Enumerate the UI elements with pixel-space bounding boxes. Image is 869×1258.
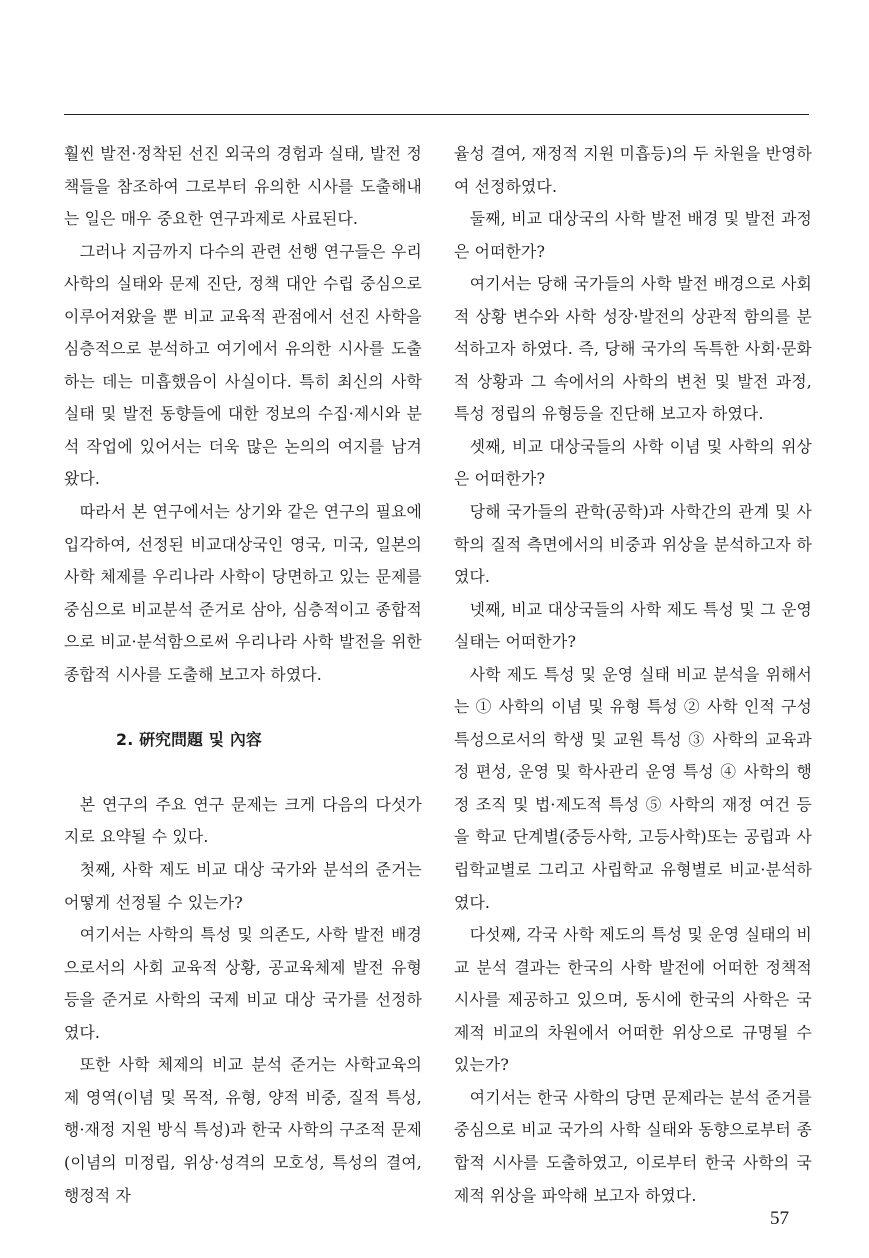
paragraph: 여기서는 당해 국가들의 사학 발전 배경으로 사회적 상황 변수와 사학 성장·발전의 상관적 함의를 분석하고자 하였다. 즉, 당해 국가의 독특한 사회·문화적 상황과 그 속에서의 사학의 변천 및 발전 과정, 특성 정립의 유형등을 진단해 보고자 하였다.	[454, 274, 812, 424]
paragraph: 여기서는 한국 사학의 당면 문제라는 분석 준거를 중심으로 비교 국가의 사학 실태와 동향으로부터 종합적 시사를 도출하였고, 이로부터 한국 사학의 국제적 위상을 파악해 보고자 하였다.	[454, 1087, 812, 1205]
spacer	[64, 756, 422, 789]
paragraph: 당해 국가들의 관학(공학)과 사학간의 관계 및 사학의 질적 측면에서의 비중과 위상을 분석하고자 하였다.	[454, 502, 812, 587]
paragraph: 또한 사학 체제의 비교 분석 준거는 사학교육의 제 영역(이념 및 목적, 유형, 양적 비중, 질적 특성, 행·재정 지원 방식 특성)과 한국 사학의 구조적 문제(이념의 미정립, 위상·성격의 모호성, 특성의 결여, 행정적 자	[64, 1055, 422, 1205]
paragraph: 첫째, 사학 제도 비교 대상 국가와 분석의 준거는 어떻게 선정될 수 있는가?	[64, 860, 422, 912]
paragraph: 여기서는 사학의 특성 및 의존도, 사학 발전 배경으로서의 사회 교육적 상황, 공교육체제 발전 유형 등을 준거로 사학의 국제 비교 대상 국가를 선정하였다.	[64, 925, 422, 1042]
paragraph: 둘째, 비교 대상국의 사학 발전 배경 및 발전 과정은 어떠한가?	[454, 209, 812, 261]
right-column	[454, 138, 812, 1212]
spacer	[64, 691, 422, 724]
paragraph: 본 연구의 주요 연구 문제는 크게 다음의 다섯가지로 요약될 수 있다.	[64, 794, 422, 847]
paragraph: 따라서 본 연구에서는 상기와 같은 연구의 필요에 입각하여, 선정된 비교대상국인 영국, 미국, 일본의 사학 체제를 우리나라 사학이 당면하고 있는 문제를 중심으로 비교분석 준거로 삼아, 심층적이고 종합적으로 비교·분석함으로써 우리나라 사학 발전을 위한 종합적 시사를 도출해 보고자 하였다.	[64, 502, 422, 684]
paragraph: 셋째, 비교 대상국들의 사학 이념 및 사학의 위상은 어떠한가?	[454, 436, 812, 489]
paragraph: 율성 결여, 재정적 지원 미흡등)의 두 차원을 반영하여 선정하였다.	[454, 144, 812, 196]
left-column	[64, 138, 422, 1212]
paragraph: 사학 제도 특성 및 운영 실태 비교 분석을 위해서는 ① 사학의 이념 및 유형 특성 ② 사학 인적 구성 특성으로서의 학생 및 교원 특성 ③ 사학의 교육과정 편성, 운영 및 학사관리 운영 특성 ④ 사학의 행정 조직 및 법·제도적 특성 ⑤ 사학의 재정 여건 등을 학교 단계별(중등사학, 고등사학)또는 공립과 사립학교별로 그리고 사립학교 유형별로 비교·분석하였다.	[454, 664, 812, 912]
section-heading: 2. 硏究問題 및 內容	[116, 729, 262, 749]
page-number: 57	[770, 1208, 789, 1229]
header-rule	[64, 114, 809, 115]
paragraph: 다섯째, 각국 사학 제도의 특성 및 운영 실태의 비교 분석 결과는 한국의 사학 발전에 어떠한 정책적 시사를 제공하고 있으며, 동시에 한국의 사학은 국제적 비교의 차원에서 어떠한 위상으로 규명될 수 있는가?	[454, 925, 812, 1075]
paragraph: 넷째, 비교 대상국들의 사학 제도 특성 및 그 운영실태는 어떠한가?	[454, 599, 812, 652]
paragraph: 그러나 지금까지 다수의 관련 선행 연구들은 우리 사학의 실태와 문제 진단, 정책 대안 수립 중심으로 이루어져왔을 뿐 비교 교육적 관점에서 선진 사학을 심층적으로 분석하고 여기에서 유의한 시사를 도출하는 데는 미흡했음이 사실이다. 특히 최신의 사학 실태 및 발전 동향들에 대한 정보의 수집·제시와 분석 작업에 있어서는 더욱 많은 논의의 여지를 남겨왔다.	[64, 241, 422, 489]
paragraph: 훨씬 발전·정착된 선진 외국의 경험과 실태, 발전 정책들을 참조하여 그로부터 유의한 시사를 도출해내는 일은 매우 중요한 연구과제로 사료된다.	[64, 144, 422, 229]
